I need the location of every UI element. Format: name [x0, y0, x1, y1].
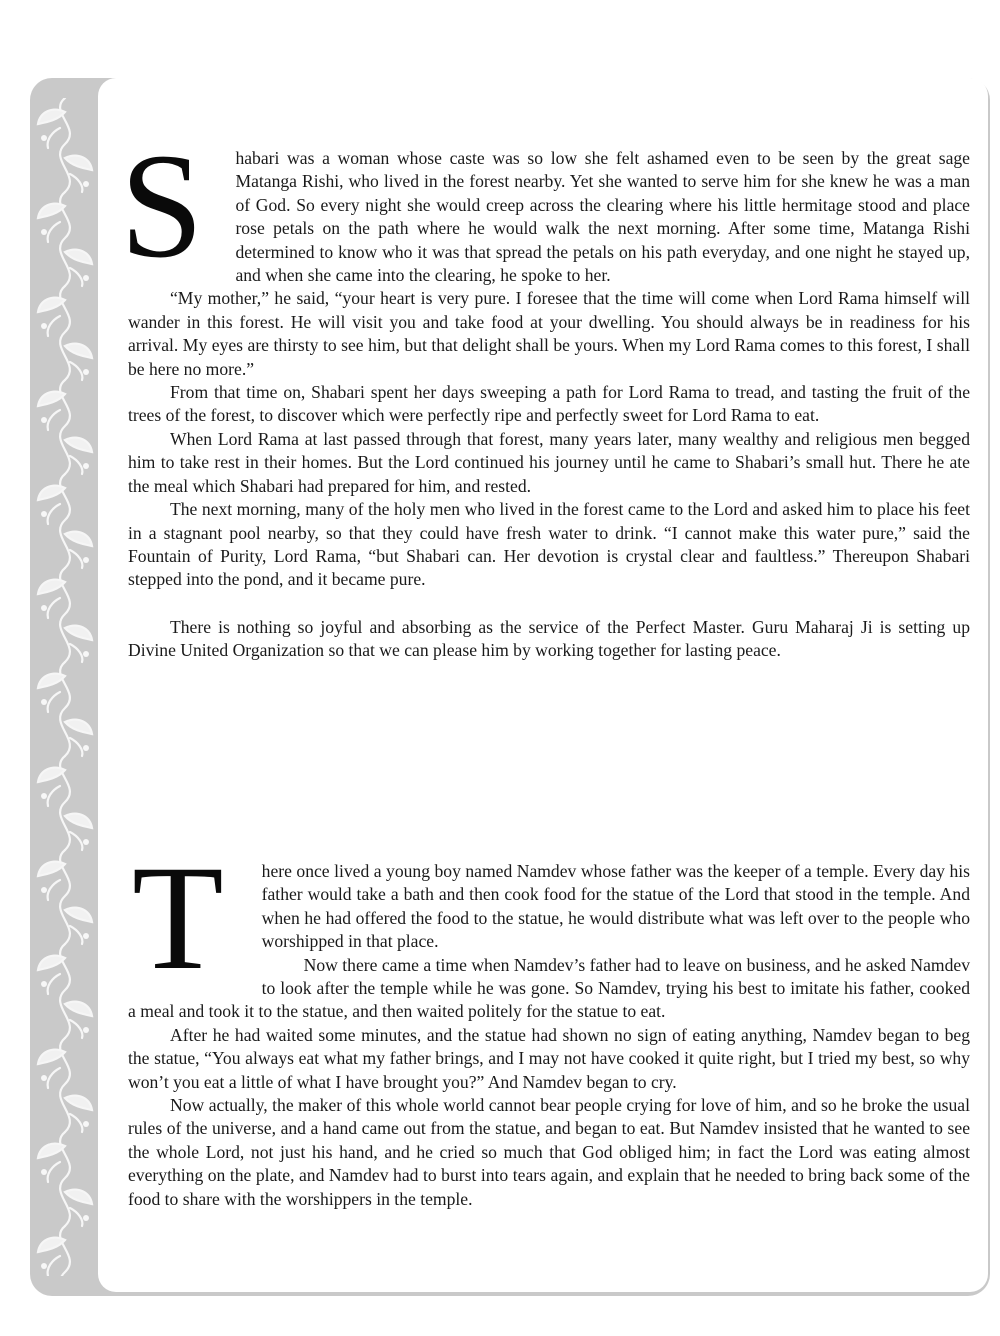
story-paragraph: “My mother,” he said, “your heart is very pure. I foresee that the time will come when Lord Rama himself will wander in this forest. He will visit you and take food at your dwelling. You should always be in readiness for his arrival. My eyes are thirsty to see him, but that delight shall be yours. When my Lord Rama comes to this forest, I shall be here no more.”	[128, 288, 970, 379]
story-paragraph: When Lord Rama at last passed through that forest, many years later, many wealthy and religious men begged him to take rest in their homes. But the Lord continued his journey until he came to Shabari’s small hut. There he ate the meal which Shabari had prepared for him, and rested.	[128, 428, 970, 496]
drop-cap-s: S	[120, 123, 204, 289]
story-paragraph: S habari was a woman whose caste was so low she felt ashamed even to be seen by the great sage Matanga Rishi, who lived in the forest nearby. Yet she wanted to serve him for she knew he was a man of God. So every night she would creep across the clearing where his little hermitage stood and place rose petals on the path where he would walk the next morning. After some time, Matanga Rishi determined to know who it was that spread the petals on his path everyday, and one night he stayed up, and when she came into the clearing, he spoke to her.	[120, 123, 970, 289]
story-paragraph: The next morning, many of the holy men who lived in the forest came to the Lord and asked him to place his feet in a stagnant pool nearby, so that they could have fresh water to drink. “I cannot make this water pure,” said the Fountain of Purity, Lord Rama, “but Shabari can. Her devotion is crystal clear and faultless.” Thereupon Shabari stepped into the pond, and it became pure.	[128, 499, 970, 590]
namdev-story	[128, 835, 970, 1211]
drop-cap-t: T	[132, 835, 224, 1001]
story-paragraph: Now actually, the maker of this whole world cannot bear people crying for love of him, and so he broke the usual rules of the universe, and a hand came out from the statue, and began to eat. But Namdev insisted that he wanted to see the whole Lord, not just his hand, and he cried so much that God obliged him; in fact the Lord was eating almost everything on the plate, and Namdev had to burst into tears again, and explain that he needed to bring back some of the food to share with the worshippers in the temple.	[128, 1095, 970, 1209]
story-paragraph: After he had waited some minutes, and the statue had shown no sign of eating anything, Namdev began to beg the statue, “You always eat what my father brings, and I may not have cooked it quite right, but I tried my best, so why won’t you eat a little of what I have brought you?” And Namdev began to cry.	[128, 1024, 970, 1092]
vine-border-icon	[30, 98, 100, 1276]
story-paragraph: Now there came a time when Namdev’s father had to leave on business, and he asked Namdev to look after the temple while he was gone. So Namdev, trying his best to imitate his father, cooked a meal and took it to the statue, and then waited politely for the statue to eat.	[128, 954, 970, 1022]
story-paragraph: T here once lived a young boy named Namdev whose father was the keeper of a temple. Every day his father would take a bath and then cook food for the statue of the Lord that stood in the temple. And when he had offered the food to the statue, he would distribute what was left over to the people who worshipped in that place.	[132, 835, 970, 1001]
shabari-story	[120, 123, 970, 663]
story-paragraph: From that time on, Shabari spent her days sweeping a path for Lord Rama to tread, and tasting the fruit of the trees of the forest, to discover which were perfectly ripe and perfectly sweet for Lord Rama to eat.	[128, 382, 970, 426]
closing-paragraph: There is nothing so joyful and absorbing as the service of the Perfect Master. Guru Maharaj Ji is setting up Divine United Organization so that we can please him by working together for lasting peace.	[128, 616, 970, 661]
